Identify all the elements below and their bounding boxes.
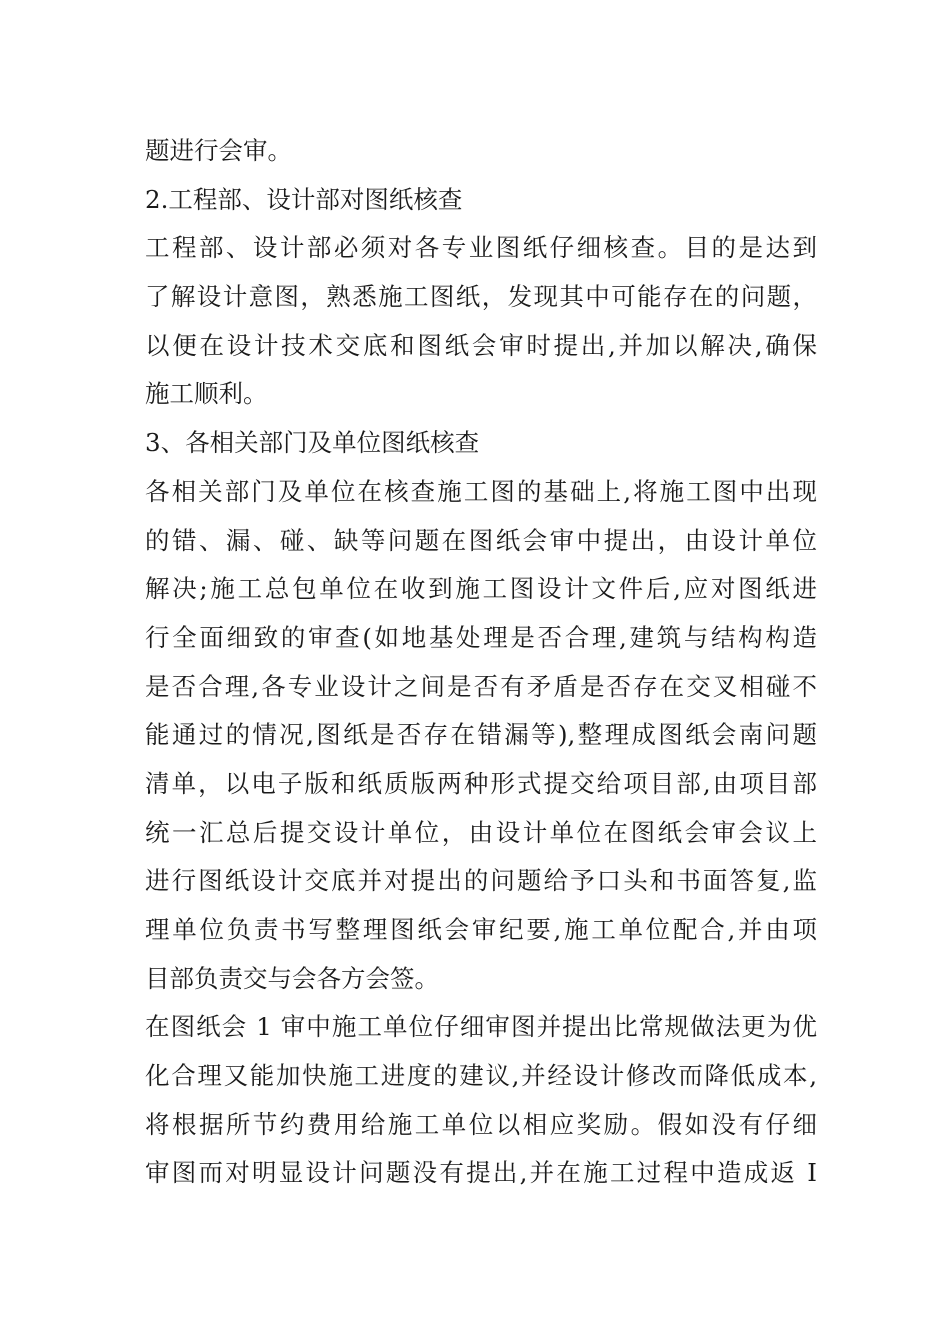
text-line: 题进行会审。 [145,136,292,165]
text-line: 工程部、设计部必须对各专业图纸仔细核查。目的是达到 [145,233,817,263]
text-line: 将根据所节约费用给施工单位以相应奖励。假如没有仔细 [145,1109,817,1139]
text-line: 能通过的情况,图纸是否存在错漏等),整理成图纸会南问题 [145,720,817,750]
text-line: 以便在设计技术交底和图纸会审时提出,并加以解决,确保 [145,330,817,360]
text-line: 目部负责交与会各方会签。 [145,963,439,993]
text-line: 解决;施工总包单位在收到施工图设计文件后,应对图纸进 [145,574,817,604]
text-line: 在图纸会 1 审中施工单位仔细审图并提出比常规做法更为优 [145,1012,817,1042]
text-line: 施工顺利。 [145,379,268,409]
text-line: 行全面细致的审查(如地基处理是否合理,建筑与结构构造 [145,622,817,652]
text-line: 各相关部门及单位在核查施工图的基础上,将施工图中出现 [145,476,817,506]
text-line: 理单位负责书写整理图纸会审纪要,施工单位配合,并由项 [145,915,817,944]
text-line: 是否合理,各专业设计之间是否有矛盾是否存在交叉相碰不 [145,671,817,701]
document-body [145,127,817,1198]
text-line: 了解设计意图，熟悉施工图纸，发现其中可能存在的问题， [145,282,817,312]
text-line: 审图而对明显设计问题没有提出,并在施工过程中造成返 I [145,1158,817,1188]
text-line: 统一汇总后提交设计单位，由设计单位在图纸会审会议上 [145,817,817,847]
text-line: 的错、漏、碰、缺等问题在图纸会审中提出，由设计单位 [145,525,817,555]
text-line: 进行图纸设计交底并对提出的问题给予口头和书面答复,监 [145,866,817,896]
text-line: 化合理又能加快施工进度的建议,并经设计修改而降低成本, [145,1061,817,1091]
section-heading: 3、各相关部门及单位图纸核查 [145,428,480,458]
section-heading: 2.工程部、设计部对图纸核查 [145,184,463,214]
text-line: 清单，以电子版和纸质版两种形式提交给项目部,由项目部 [145,768,817,798]
